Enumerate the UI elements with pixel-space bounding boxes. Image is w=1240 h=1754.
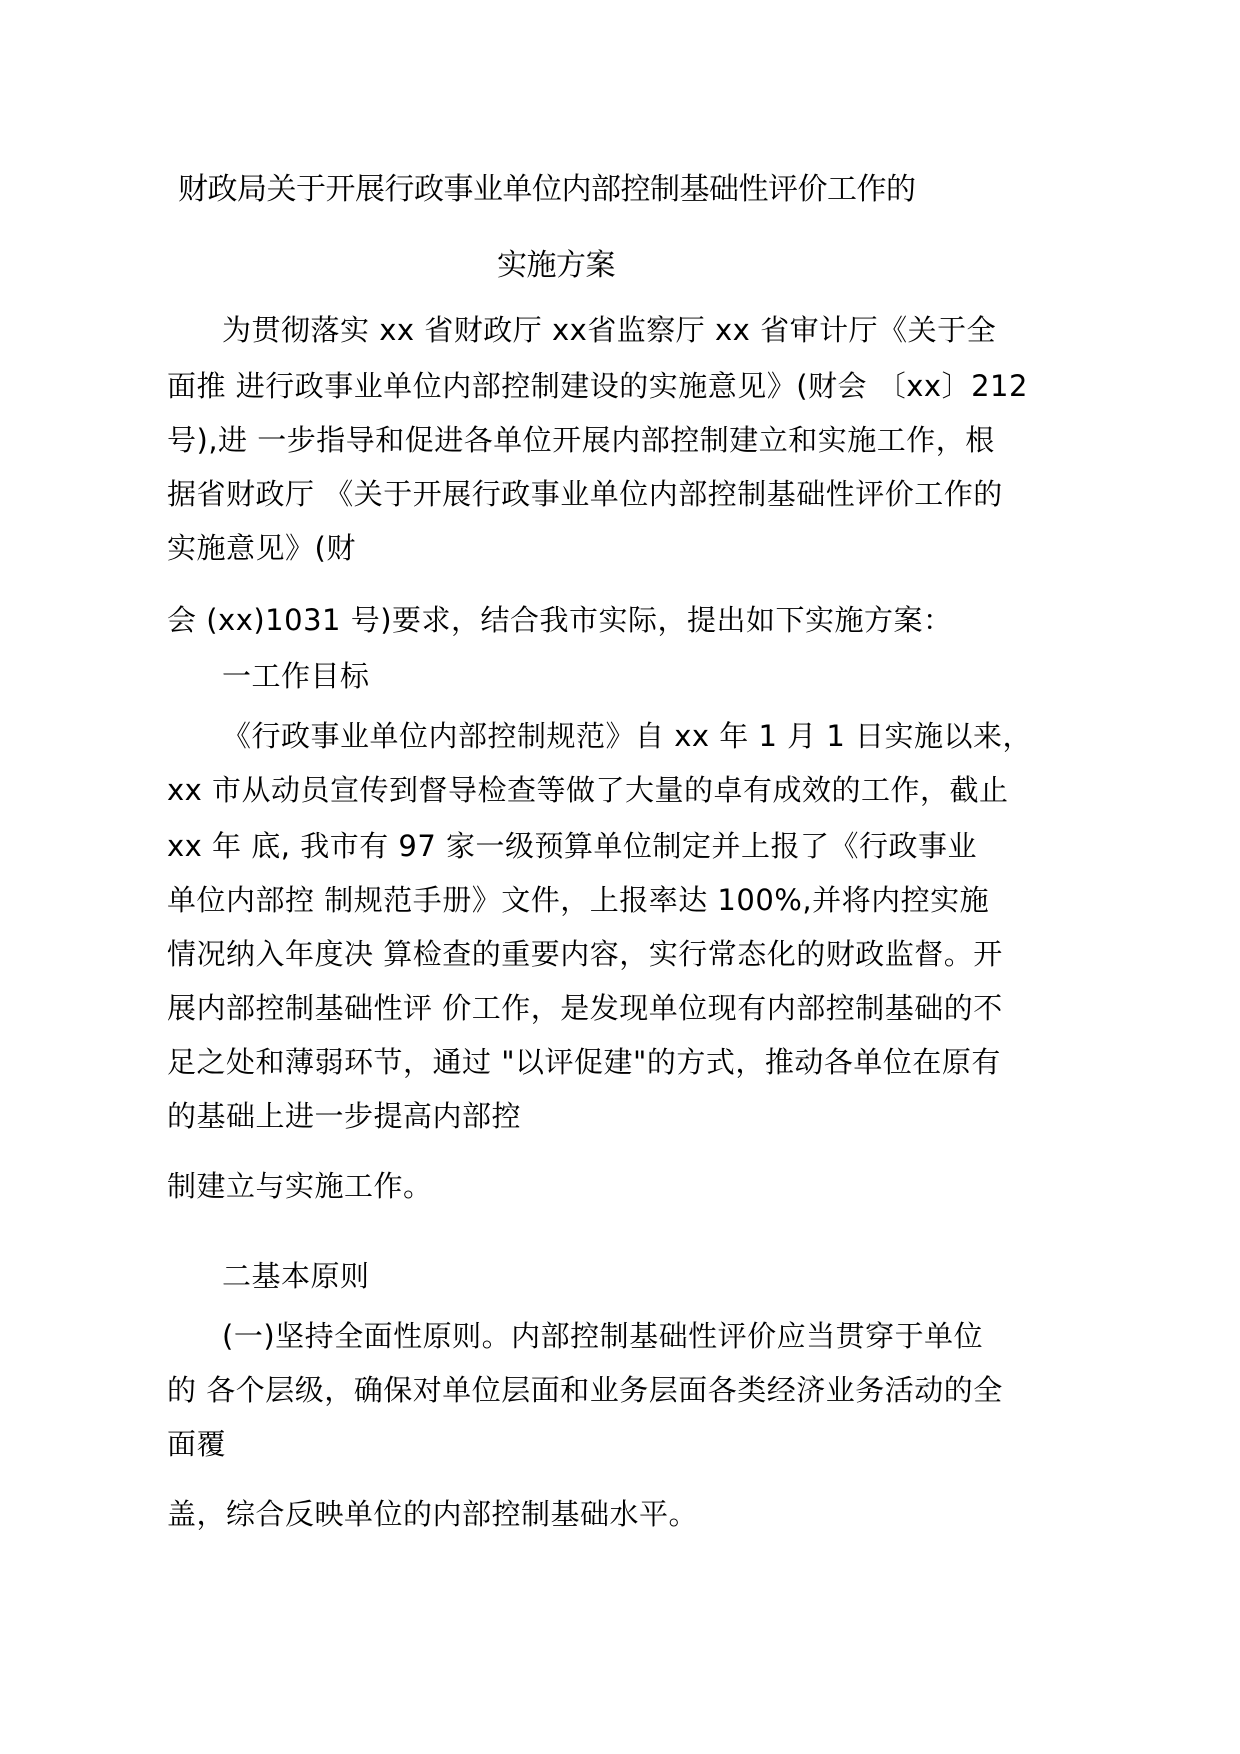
document-title-line-1: 财政局关于开展行政事业单位内部控制基础性评价工作的 <box>178 172 916 207</box>
intro-line: 会 (xx)1031 号)要求，结合我市实际，提出如下实施方案： <box>167 603 953 637</box>
section2-line: 面覆 <box>167 1427 227 1461</box>
section1-line: 的基础上进一步提高内部控 <box>167 1099 522 1133</box>
section1-line: xx 市从动员宣传到督导检查等做了大量的卓有成效的工作，截止 <box>167 773 1009 807</box>
section-heading-goals: 一工作目标 <box>222 659 370 693</box>
section-heading-principles: 二基本原则 <box>222 1259 370 1293</box>
intro-line: 面推 进行政事业单位内部控制建设的实施意见》(财会 〔xx〕212 <box>167 369 1028 403</box>
section1-line: 《行政事业单位内部控制规范》自 xx 年 1 月 1 日实施以来， <box>222 719 1033 753</box>
section1-line: 情况纳入年度决 算检查的重要内容，实行常态化的财政监督。开 <box>167 937 1003 971</box>
section1-line: 足之处和薄弱环节，通过 "以评促建"的方式，推动各单位在原有 <box>167 1045 1001 1079</box>
section1-line: 制建立与实施工作。 <box>167 1169 433 1203</box>
intro-line: 据省财政厅 《关于开展行政事业单位内部控制基础性评价工作的 <box>167 477 1003 511</box>
intro-line: 实施意见》(财 <box>167 531 356 565</box>
intro-line: 号),进 一步指导和促进各单位开展内部控制建立和实施工作，根 <box>167 423 995 457</box>
document-title-line-2: 实施方案 <box>497 248 615 283</box>
section1-line: xx 年 底, 我市有 97 家一级预算单位制定并上报了《行政事业 <box>167 829 978 863</box>
section2-line: 盖，综合反映单位的内部控制基础水平。 <box>167 1497 699 1531</box>
section2-line: (一)坚持全面性原则。内部控制基础性评价应当贯穿于单位 <box>222 1319 984 1353</box>
intro-line: 为贯彻落实 xx 省财政厅 xx省监察厅 xx 省审计厅《关于全 <box>222 313 997 347</box>
section1-line: 展内部控制基础性评 价工作，是发现单位现有内部控制基础的不 <box>167 991 1003 1025</box>
section2-line: 的 各个层级，确保对单位层面和业务层面各类经济业务活动的全 <box>167 1373 1003 1407</box>
section1-line: 单位内部控 制规范手册》文件，上报率达 100%,并将内控实施 <box>167 883 990 917</box>
